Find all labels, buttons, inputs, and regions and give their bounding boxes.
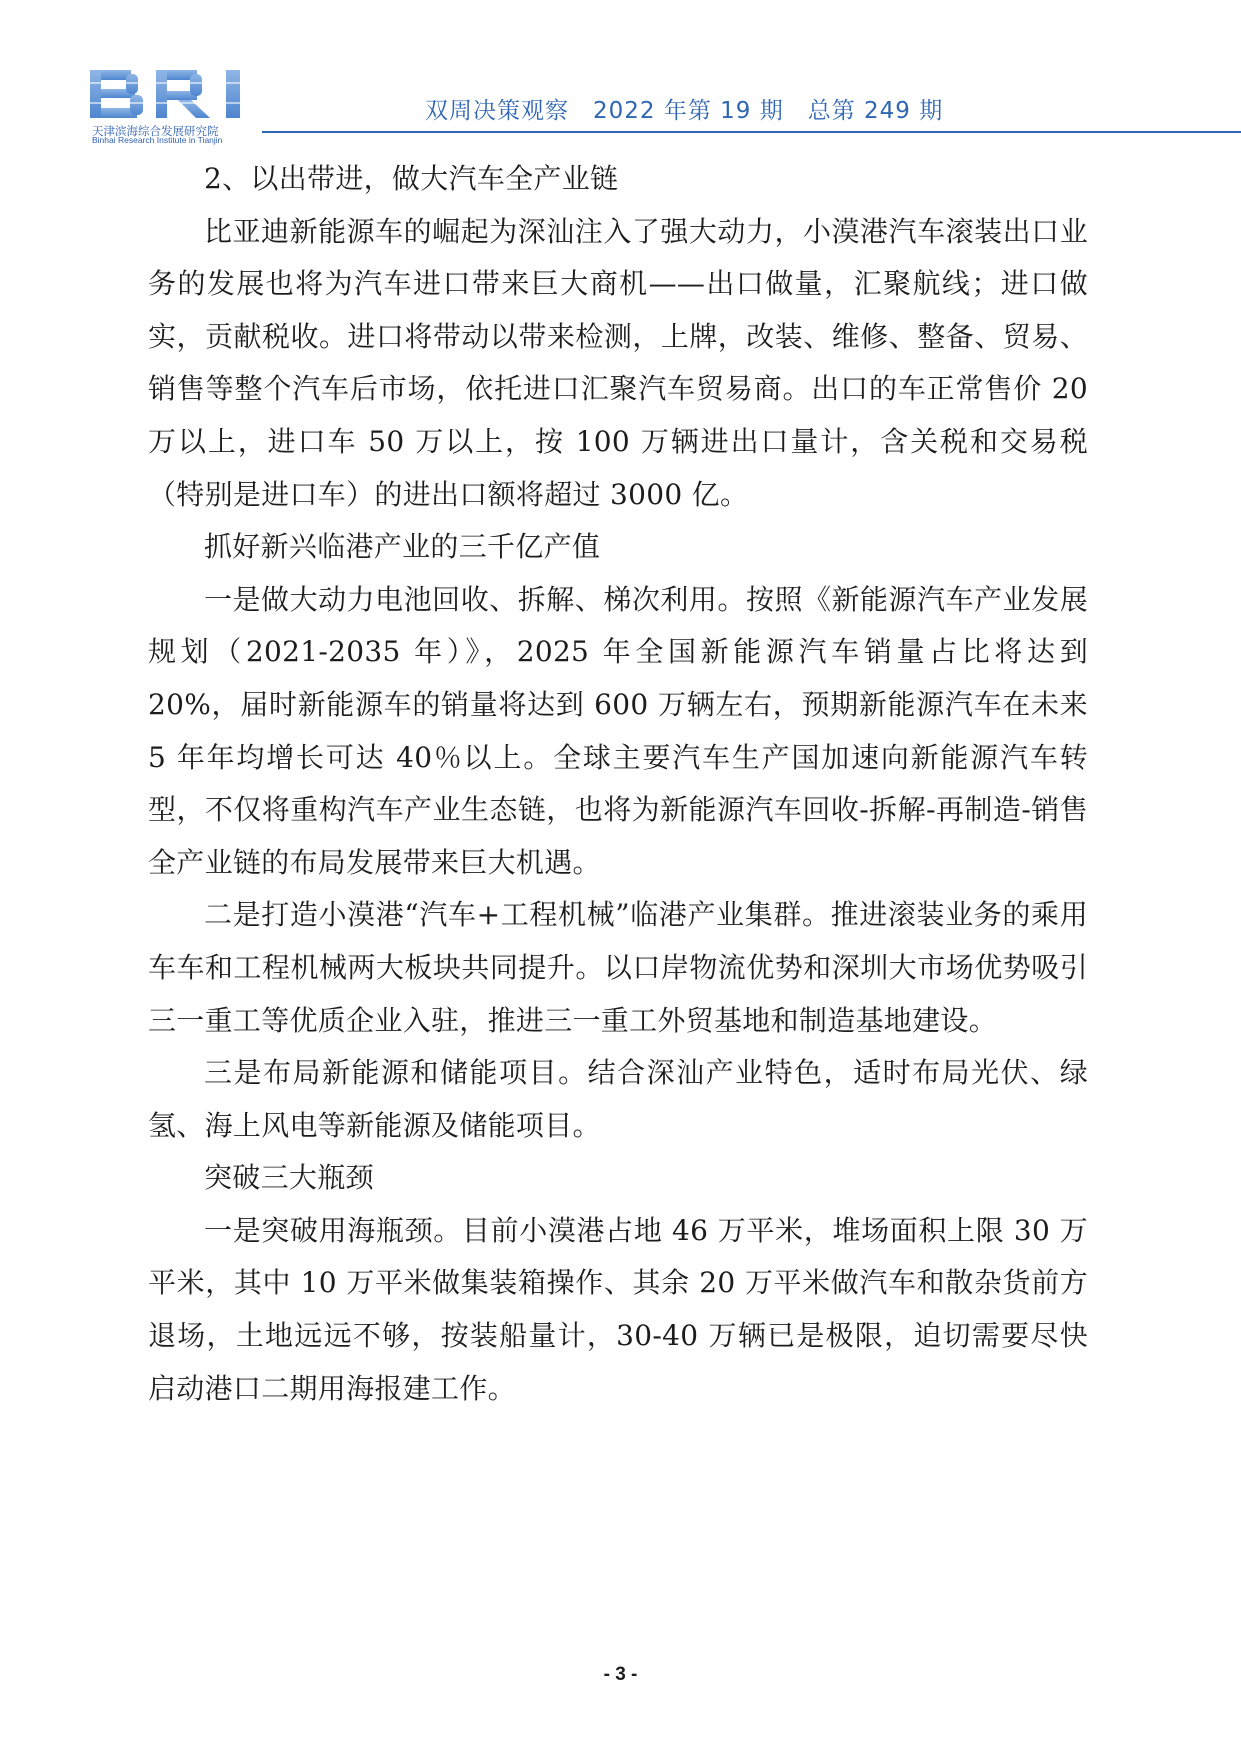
section-2-heading: 2、以出带进，做大汽车全产业链 [204,162,619,195]
paragraph-new-energy: 三是布局新能源和储能项目。结合深汕产业特色，适时布局光伏、绿氢、海上风电等新能源及储能项目。 [148,1056,1088,1142]
heading-bottlenecks: 突破三大瓶颈 [204,1161,374,1195]
paragraph-export-import: 比亚迪新能源车的崛起为深汕注入了强大动力，小漠港汽车滚装出口业务的发展也将为汽车进口带来巨大商机——出口做量，汇聚航线；进口做实，贡献税收。进口将带动以带来检测，上牌，改装、维修、整备、贸易、销售等整个汽车后市场，依托进口汇聚汽车贸易商。出口的车正常售价 20 万以上，进口车 50 万以上，按 100 万辆进出口量计，含关税和交易税（特别是进口车）的进出口额将超过 3000 亿。 [148,214,1088,511]
institute-logo [90,68,290,144]
logo-chinese-name: 天津滨海综合发展研究院 [92,124,219,138]
header-divider [262,131,1241,133]
logo-english-name: Binhai Research Institute in Tianjin [92,135,223,145]
publication-title: 双周决策观察 2022 年第 19 期 总第 249 期 [425,98,944,124]
paragraph-industry-cluster: 二是打造小漠港“汽车+工程机械”临港产业集群。推进滚装业务的乘用车车和工程机械两大板块共同提升。以口岸物流优势和深圳大市场优势吸引三一重工等优质企业入驻，推进三一重工外贸基地和制造基地建设。 [148,898,1088,1037]
paragraph-battery-recycling: 一是做大动力电池回收、拆解、梯次利用。按照《新能源汽车产业发展规划（2021-2035 年）》，2025 年全国新能源汽车销量占比将达到 20%，届时新能源车的销量将达到 600 万辆左右，预期新能源汽车在未来 5 年年均增长可达 40％以上。全球主要汽车生产国加速向新能源汽车转型，不仅将重构汽车产业生态链，也将为新能源汽车回收-拆解-再制造-销售全产业链的布局发展带来巨大机遇。 [148,582,1088,879]
paragraph-sea-use: 一是突破用海瓶颈。目前小漠港占地 46 万平米，堆场面积上限 30 万平米，其中 10 万平米做集装箱操作、其余 20 万平米做汽车和散杂货前方退场，土地远远不够，按装船量计，30-40 万辆已是极限，迫切需要尽快启动港口二期用海报建工作。 [148,1213,1088,1405]
document-body [148,153,1088,1415]
heading-industry-output: 抓好新兴临港产业的三千亿产值 [204,530,601,564]
page-number: - 3 - [603,1664,638,1685]
bri-logo-icon [90,68,290,124]
